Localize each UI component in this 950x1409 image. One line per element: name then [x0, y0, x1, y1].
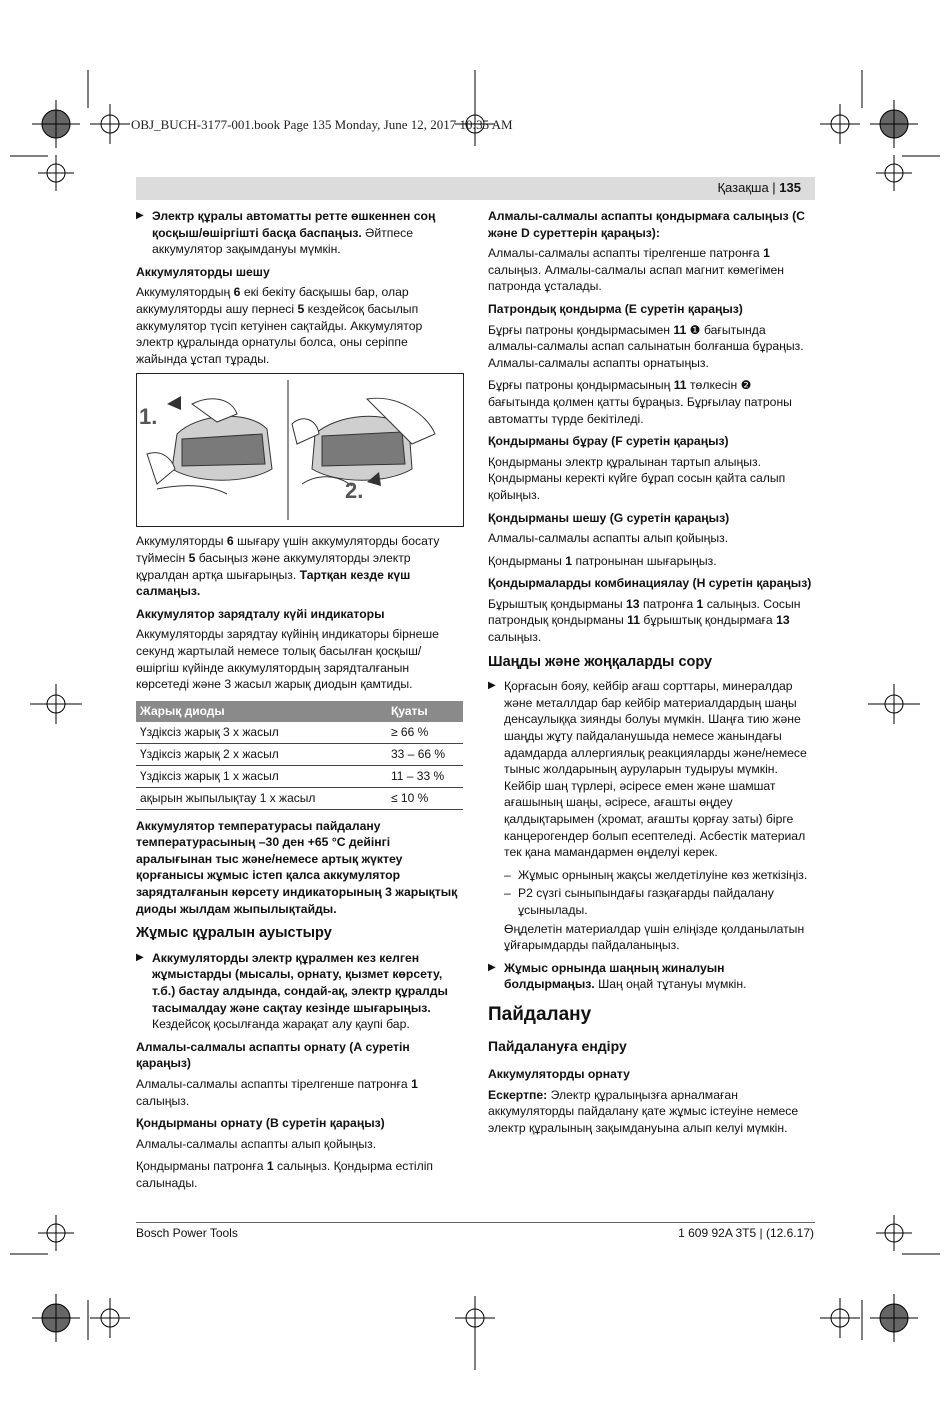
insert-attachment-text-2: Қондырманы патронға 1 салыңыз. Қондырма естіліп салынады. — [136, 1159, 434, 1190]
page-header-bar — [136, 177, 815, 200]
bullet-arrow-icon: ▶ — [136, 210, 144, 221]
table-cell: Үздіксіз жарық 3 х жасыл — [136, 722, 387, 744]
heading-bit-holder: Алмалы-салмалы аспапты қондырмаға салыңыз (С және D суреттерін қараңыз): — [488, 209, 805, 240]
table-cell: 33 – 66 % — [387, 743, 463, 765]
heading-insert-bit: Алмалы-салмалы аспапты орнату (А суретін қараңыз) — [136, 1039, 410, 1071]
dust-after-text: Өңделетін материалдар үшін еліңізде қолданылатын ұйғарымдарды пайдаланыңыз. — [504, 921, 805, 953]
chuck-text-1: Бұрғы патроны қондырмасымен 11 ❶ бағытында алмалы-салмалы аспап салынатын болғанша бұраңыз. Алмалы-салмалы аспапты орнатыңыз. — [488, 322, 804, 370]
remove-battery-text: Аккумулятордың 6 екі бекіту басқышы бар, олар аккумуляторды ашу пернесі 5 кездейсоқ басылып аккумулятор түсіп кетуінен сақтайды. Аккумулятор электр құралында орнатулы болса, оны серіппе жайында ұстап тұрады. — [136, 285, 423, 366]
heading-remove-battery: Аккумуляторды шешу — [136, 264, 270, 279]
table-cell: ≤ 10 % — [387, 787, 463, 809]
warning-bold: Электр құралы автоматты ретте өшкеннен соң қосқыш/өшіргішті басқа баспаңыз. — [152, 209, 436, 240]
rotate-text: Қондырманы электр құралынан тартып алыңыз. Қондырманы керекті күйге бұрап сосын қайта салып қойыңыз. — [488, 454, 786, 502]
table-cell: Үздіксіз жарық 2 х жасыл — [136, 743, 387, 765]
chuck-text-2: Бұрғы патроны қондырмасының 11 төлкесін ❷ бағытында қолмен қатты бұраңыз. Бұрғылау патроны автоматты түрде бекітіледі. — [488, 378, 792, 426]
footer-right: 1 609 92A 3T5 | (12.6.17) — [678, 1226, 814, 1240]
table-cell: 11 – 33 % — [387, 765, 463, 787]
remove-attachment-text-1: Алмалы-салмалы аспапты алып қойыңыз. — [488, 531, 729, 546]
heading-combine: Қондырмаларды комбинациялау (Н суретін қараңыз) — [488, 576, 812, 591]
col-header-led: Жарық диоды — [136, 701, 387, 722]
table-row — [136, 743, 463, 765]
dash-icon: – — [504, 886, 511, 901]
combine-text: Бұрыштық қондырманы 13 патронға 1 салыңыз. Сосын патрондық қондырманы 11 бұрыштық қондырмаға 13 салыңыз. — [488, 596, 801, 645]
print-slug: OBJ_BUCH-3177-001.book Page 135 Monday, June 12, 2017 10:35 AM — [131, 117, 513, 132]
remove-attachment-text-2: Қондырманы 1 патронынан шығарыңыз. — [488, 553, 717, 568]
table-row — [136, 722, 463, 744]
insert-attachment-text-1: Алмалы-салмалы аспапты алып қойыңыз. — [136, 1136, 377, 1151]
page-number: 135 — [779, 180, 801, 195]
table-cell: ≥ 66 % — [387, 722, 463, 744]
heading-dust: Шаңды және жоңқаларды сору — [488, 653, 713, 670]
bullet-arrow-icon: ▶ — [488, 961, 496, 973]
warning-bullet — [136, 208, 462, 258]
section-name: Қазақша — [717, 180, 769, 195]
warning-text: Әйтпесе аккумулятор зақымдануы мүмкін. — [152, 225, 413, 257]
heading-use: Пайдалану — [488, 1003, 592, 1025]
charge-indicator-text: Аккумуляторды зарядтау күйінің индикаторы бірнеше секунд жартылай немесе толық басылған қосқыш/өшіргіш күйінде аккумулятордың зарядталғанын көрсетеді және 3 жасыл жарық диодын қамтиды. — [136, 627, 439, 692]
table-header-row — [136, 701, 463, 722]
battery-removal-figure — [136, 373, 464, 527]
table-row — [136, 765, 463, 787]
dash-icon: – — [504, 867, 511, 882]
left-column — [136, 208, 462, 1198]
battery-illustration — [137, 374, 463, 526]
heading-rotate: Қондырманы бұрау (F суретін қараңыз) — [488, 434, 729, 449]
dash-item: – Жұмыс орнының жақсы желдетілуіне көз жеткізіңіз. — [504, 867, 808, 882]
temperature-note: Аккумулятор температурасы пайдалану температурасының –30 ден +65 °C дейінгі аралығынан тыс және/немесе артық жүктеу қорғанысы жұмыс істеп қалса аккумулятор зарядталғанын көрсету индикаторының 3 жарықтық диоды жылдам жыпылықтайды. — [136, 818, 458, 916]
battery-note: Ескертпе: Электр құралыңызға арналмаған аккумуляторды пайдалану қате жұмыс істеуіне немесе электр құралының зақымдануына алып келуі мүмкін. — [488, 1087, 799, 1135]
heading-insert-battery: Аккумуляторды орнату — [488, 1067, 630, 1082]
footer-rule — [136, 1222, 815, 1223]
heading-change-tool: Жұмыс құралын ауыстыру — [136, 925, 332, 942]
safety-bullet: ▶ Аккумуляторды электр құралмен кез келген жұмыстарды (мысалы, орнату, қызмет көрсету, т.б.) бастау алдында, сондай-ақ, электр құралды тасымалдау және сақтау кезінде шығарыңыз. Кездейсоқ қосылғанда жарақат алу қаупі бар. — [136, 950, 448, 1032]
bullet-arrow-icon: ▶ — [488, 680, 496, 692]
table-cell: ақырын жыпылықтау 1 х жасыл — [136, 787, 387, 809]
figure-step-1: 1. — [139, 404, 158, 430]
charge-table — [136, 701, 463, 810]
col-header-capacity: Қуаты — [387, 701, 463, 722]
page-header: Қазақша | 135 — [717, 180, 801, 195]
right-column — [488, 208, 815, 1143]
bullet-arrow-icon: ▶ — [136, 951, 144, 963]
insert-bit-text: Алмалы-салмалы аспапты тірелгенше патронға 1 салыңыз. — [136, 1077, 418, 1108]
figure-caption: Аккумуляторды 6 шығару үшін аккумуляторды босату түймесін 5 басыңыз және аккумуляторды электр құралдан артқа шығарыңыз. Тартқан кезде күш салмаңыз. — [136, 534, 440, 599]
figure-step-2: 2. — [345, 478, 364, 504]
table-row — [136, 787, 463, 809]
heading-start: Пайдалануға ендіру — [488, 1037, 627, 1054]
dash-item: – Р2 сүзгі сыныпындағы газқағарды пайдалану ұсынылады. — [504, 886, 774, 917]
heading-charge-indicator: Аккумулятор зарядталу күйі индикаторы — [136, 606, 385, 621]
footer-left: Bosch Power Tools — [136, 1226, 238, 1240]
bit-holder-text: Алмалы-салмалы аспапты тірелгенше патронға 1 салыңыз. Алмалы-салмалы аспап магнит көмегімен патронда ұсталады. — [488, 246, 784, 294]
dust-bullet: ▶ Қорғасын бояу, кейбір ағаш сорттары, минералдар және металлдар бар кейбір материалдардың шаңы денсаулыққа зиянды болуы мүмкін. Шаңға тию және шаңды жұту пайдаланушыда немесе жанындағы адамдарда аллергиялық реакцияларды және/немесе тыныс жолдарының ауруларын тудыруы мүмкін. Кейбір шаң түрлері, әсіресе емен және шамшат ағашының шаңы, әсіресе, ағашты өңдеу қалдықтарымен (хромат, ағашты қорғау заты) бірге канцерогендер болып есептеледі. Асбестік материал тек қана мамандармен өңделуі керек. — [488, 679, 807, 860]
table-cell: Үздіксіз жарық 1 х жасыл — [136, 765, 387, 787]
dust-bullet-2: ▶ Жұмыс орнында шаңның жиналуын болдырмаңыз. Шаң оңай тұтануы мүмкін. — [488, 960, 747, 992]
heading-insert-attachment: Қондырманы орнату (В суретін қараңыз) — [136, 1116, 385, 1131]
heading-chuck: Патрондық қондырма (Е суретін қараңыз) — [488, 301, 743, 316]
heading-remove-attachment: Қондырманы шешу (G суретін қараңыз) — [488, 510, 730, 525]
